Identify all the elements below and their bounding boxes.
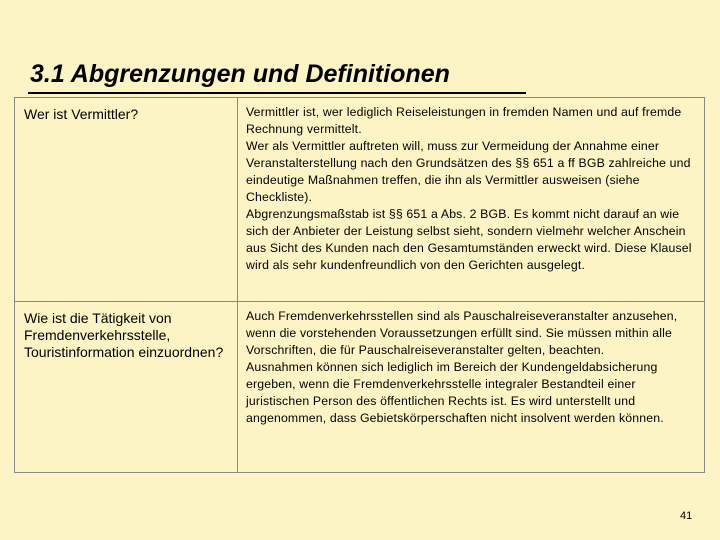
definitions-table <box>14 97 705 473</box>
question-cell: Wie ist die Tätigkeit von Fremdenverkehrsstelle, Touristinformation einzuordnen? <box>15 302 238 472</box>
table-row <box>15 98 704 301</box>
slide-title: 3.1 Abgrenzungen und Definitionen <box>30 60 450 88</box>
answer-cell <box>238 302 704 472</box>
page-number: 41 <box>680 510 693 522</box>
answer-paragraph: Abgrenzungsmaßstab ist §§ 651 a Abs. 2 BGB. Es kommt nicht darauf an wie sich der Anbieter der Leistung selbst sieht, sondern vielmehr welcher Anschein aus Sicht des Kunden nach den Gesamtumständen erweckt wird. Diese Klausel wird als sehr kundenfreundlich von den Gerichten ausgelegt. <box>246 207 692 272</box>
answer-paragraph: Ausnahmen können sich lediglich im Bereich der Kundengeldabsicherung ergeben, wenn die Fremdenverkehrsstelle integraler Bestandteil einer juristischen Person des öffentlichen Rechts ist. Es wird unterstellt und angenommen, dass Gebietskörperschaften nicht insolvent werden können. <box>246 360 664 425</box>
answer-paragraph: Vermittler ist, wer lediglich Reiseleistungen in fremden Namen und auf fremde Rechnung vermittelt. <box>246 105 682 136</box>
answer-cell <box>238 98 704 301</box>
answer-paragraph: Auch Fremdenverkehrsstellen sind als Pauschalreiseveranstalter anzusehen, wenn die vorstehenden Voraussetzungen erfüllt sind. Sie müssen mithin alle Vorschriften, die für Pauschalreiseveranstalter gelten, beachten. <box>246 309 678 357</box>
answer-paragraph: Wer als Vermittler auftreten will, muss zur Vermeidung der Annahme einer Veranstalterstellung nach den Grundsätzen des §§ 651 a ff BGB zahlreiche und eindeutige Maßnahmen treffen, die ihn als Vermittler ausweisen (siehe Checkliste). <box>246 139 691 204</box>
table-row <box>15 301 704 472</box>
title-underline <box>28 92 526 94</box>
question-cell: Wer ist Vermittler? <box>15 98 238 301</box>
